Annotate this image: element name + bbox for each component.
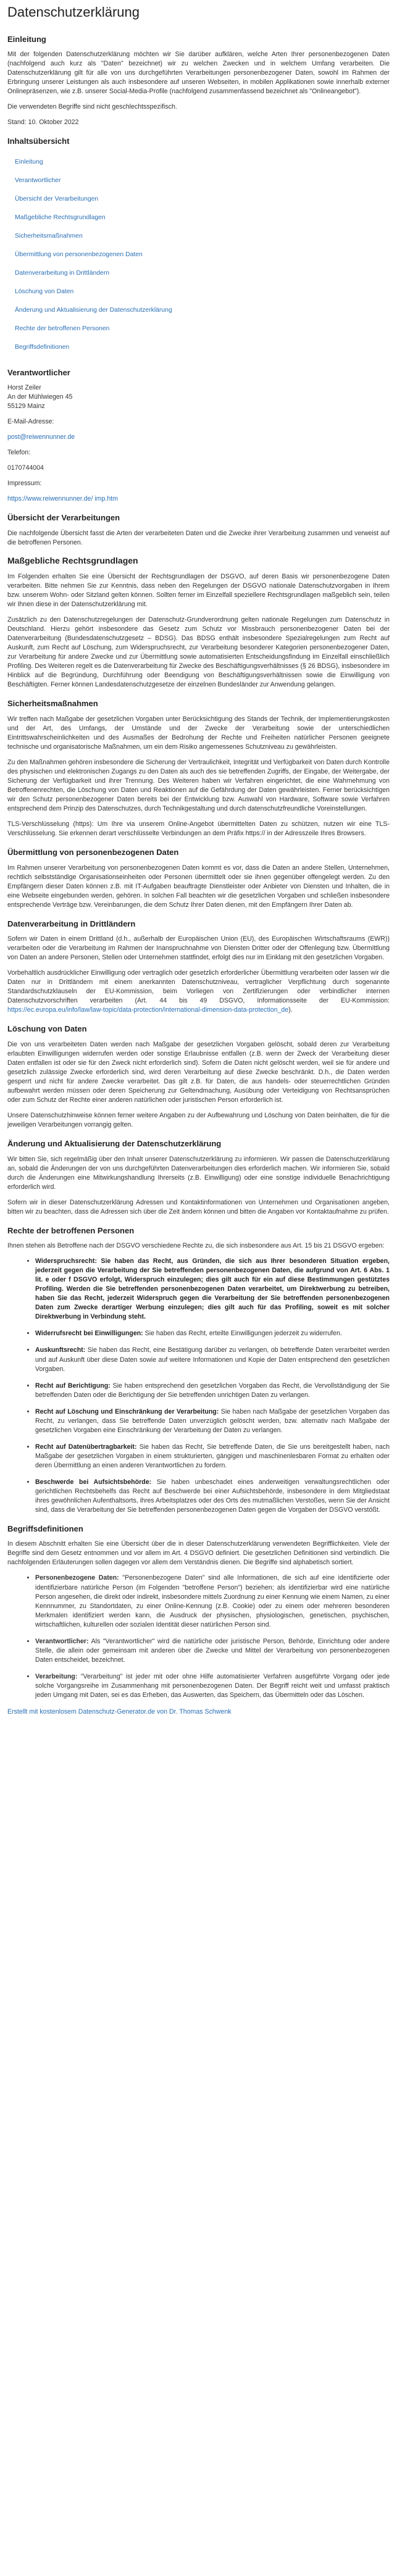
right-label: Recht auf Datenübertragbarkeit:: [35, 1443, 137, 1451]
toc-link-rechte[interactable]: Rechte der betroffenen Personen: [15, 325, 110, 332]
toc-item: [7, 208, 390, 227]
section-heading-security: Sicherheitsmaßnahmen: [7, 699, 98, 709]
third-countries-text: Vorbehaltlich ausdrücklicher Einwilligung oder vertraglich oder gesetzlich erforderlicher Übermittlung verarbeiten oder lassen wir die Daten nur in Drittländern mit einem anerkannten Datenschutzniveau, vertraglicher Verpflichtung durch sogenannte Standardschutzklauseln der EU-Kommission, beim Vorliegen von Zertifizierungen oder verbindlicher internen Datenschutzvorschriften verarbeiten (Art. 44 bis 49 DSGVO, Informationsseite der EU-Kommission:: [7, 969, 390, 1005]
right-text: Sie haben nach Maßgabe der gesetzlichen Vorgaben das Recht, zu verlangen, dass Sie betreffende Daten unverzüglich gelöscht werden, bzw. alternativ nach Maßgabe der gesetzlichen Vorgaben eine Einschränkung der Verarbeitung der Daten zu verlangen.: [35, 1407, 390, 1434]
responsible-street: An der Mühlwiegen 45: [7, 393, 73, 401]
legal-paragraph-2: Zusätzlich zu den Datenschutzregelungen der Datenschutz-Grundverordnung gelten nationale Regelungen zum Datenschutz in Deutschland. Hierzu gehört insbesondere das Gesetz zum Schutz vor Missbrauch personenbezogener Daten bei der Datenverarbeitung (Bundesdatenschutzgesetz – BDSG). Das BDSG enthält insbesondere Spezialregelungen zum Recht auf Auskunft, zum Recht auf Löschung, zum Widerspruchsrecht, zur Verarbeitung besonderer Kategorien personenbezogener Daten, zur Verarbeitung für andere Zwecke und zur Übermittlung sowie automatisierten Entscheidungsfindung im Einzelfall einschließlich Profiling. Des Weiteren regelt es die Datenverarbeitung für Zwecke des Beschäftigungsverhältnisses (§ 26 BDSG), insbesondere im Hinblick auf die Begründung, Durchführung oder Beendigung von Beschäftigungsverhältnissen sowie die Einwilligung von Beschäftigten. Ferner können Landesdatenschutzgesetze der einzelnen Bundesländer zur Anwendung gelangen.: [7, 615, 390, 689]
list-item: [35, 1257, 390, 1322]
toc-item: [7, 245, 390, 264]
section-heading-responsible: Verantwortlicher: [7, 367, 70, 377]
toc-item: [7, 338, 390, 356]
changes-paragraph-1: Wir bitten Sie, sich regelmäßig über den Inhalt unserer Datenschutzerklärung zu informieren. Wir passen die Datenschutzerklärung an, sobald die Änderungen der von uns durchgeführten Datenverarbeitungen dies erforderlich machen. Wir informieren Sie, sobald durch die Änderungen eine Mitwirkungshandlung Ihrerseits (z.B. Einwilligung) oder eine sonstige individuelle Benachrichtigung erforderlich wird.: [7, 1155, 390, 1191]
toc-link-uebersicht[interactable]: Übersicht der Verarbeitungen: [15, 195, 99, 202]
right-label: Widerrufsrecht bei Einwilligungen:: [35, 1330, 143, 1338]
responsible-city: 55129 Mainz: [7, 402, 45, 411]
definitions-list: [7, 1574, 390, 1699]
intro-paragraph: Mit der folgenden Datenschutzerklärung möchten wir Sie darüber aufklären, welche Arten Ihrer personenbezogenen Daten (nachfolgend auch kurz als "Daten" bezeichnet) wir zu welchen Zwecken und in welchem Umfang verarbeiten. Die Datenschutzerklärung gilt für alle von uns durchgeführten Verarbeitungen personenbezogener Daten, sowohl im Rahmen der Erbringung unserer Leistungen als auch insbesondere auf unseren Webseiten, in mobilen Applikationen sowie innerhalb externer Onlinepräsenzen, wie z.B. unserer Social-Media-Profile (nachfolgend zusammenfassend bezeichnet als "Onlineangebot").: [7, 51, 390, 96]
third-countries-text-end: ).: [288, 1006, 293, 1014]
right-text: Sie haben unbeschadet eines anderweitigen verwaltungsrechtlichen oder gerichtlichen Rechtsbehelfs das Recht auf Beschwerde bei einer Aufsichtsbehörde, insbesondere in dem Mitgliedstaat ihres gewöhnlichen Aufenthaltsorts, ihres Arbeitsplatzes oder des Orts des mutmaßlichen Verstoßes, wenn Sie der Ansicht sind, dass die Verarbeitung der Sie betreffenden personenbezogenen Daten gegen die Vorgaben der DSGVO verstößt.: [35, 1478, 390, 1514]
section-heading-intro: Einleitung: [7, 34, 46, 44]
right-label: Recht auf Berichtigung:: [35, 1382, 111, 1390]
toc-item: [7, 282, 390, 301]
toc-item: [7, 301, 390, 319]
right-label: Beschwerde bei Aufsichtsbehörde:: [35, 1478, 152, 1486]
deletion-paragraph-2: Unsere Datenschutzhinweise können ferner weitere Angaben zu der Aufbewahrung und Löschung von Daten beinhalten, die für die jeweiligen Verarbeitungen vorrangig gelten.: [7, 1112, 390, 1129]
section-heading-legal: Maßgebliche Rechtsgrundlagen: [7, 555, 138, 565]
email-link[interactable]: post@reiwennunner.de: [7, 433, 75, 441]
overview-paragraph: Die nachfolgende Übersicht fasst die Arten der verarbeiteten Daten und die Zwecke ihrer Verarbeitung zusammen und verweist auf die betroffenen Personen.: [7, 529, 390, 546]
imprint-link[interactable]: https://www.reiwennunner.de/ imp.htm: [7, 495, 119, 503]
toc-item: [7, 171, 390, 190]
section-heading-overview: Übersicht der Verarbeitungen: [7, 513, 120, 523]
date-stamp: Stand: 10. Oktober 2022: [7, 119, 79, 127]
section-heading-changes: Änderung und Aktualisierung der Datenschutzerklärung: [7, 1139, 222, 1149]
toc-link-drittlaender[interactable]: Datenverarbeitung in Drittländern: [15, 269, 110, 277]
toc-link-verantwortlicher[interactable]: Verantwortlicher: [15, 177, 61, 184]
section-heading-rights: Rechte der betroffenen Personen: [7, 1225, 135, 1235]
definition-label: Personenbezogene Daten:: [35, 1574, 119, 1582]
third-countries-paragraph-2: [7, 969, 390, 1015]
definition-text: Als "Verantwortlicher" wird die natürliche oder juristische Person, Behörde, Einrichtung oder andere Stelle, die allein oder gemeinsam mit anderen über die Zwecke und Mittel der Verarbeitung von personenbezogenen Daten entscheidet, bezeichnet.: [35, 1637, 390, 1664]
rights-intro: Ihnen stehen als Betroffene nach der DSGVO verschiedene Rechte zu, die sich insbesondere aus Art. 15 bis 21 DSGVO ergeben:: [7, 1242, 385, 1250]
phone-number: 0170744004: [7, 464, 44, 472]
toc-item: [7, 190, 390, 208]
section-heading-transfer: Übermittlung von personenbezogenen Daten: [7, 848, 179, 857]
toc-link-sicherheit[interactable]: Sicherheitsmaßnahmen: [15, 232, 83, 240]
responsible-block: [7, 383, 390, 504]
security-paragraph-3: TLS-Verschlüsselung (https): Um Ihre via unserem Online-Angebot übermittelten Daten zu schützen, nutzen wir eine TLS-Verschlüsselung. Sie erkennen derart verschlüsselte Verbindungen an dem Präfix https:// in der Adresszeile Ihres Browsers.: [7, 820, 390, 838]
section-heading-deletion: Löschung von Daten: [7, 1024, 87, 1034]
toc-item: [7, 264, 390, 282]
definition-label: Verarbeitung:: [35, 1672, 78, 1680]
rights-list: [7, 1257, 390, 1515]
toc-item: [7, 227, 390, 245]
security-paragraph-2: Zu den Maßnahmen gehören insbesondere die Sicherung der Vertraulichkeit, Integrität und Verfügbarkeit von Daten durch Kontrolle des physischen und elektronischen Zugangs zu den Daten als auch des sie betreffenden Zugriffs, der Eingabe, der Weitergabe, der Sicherung der Verfügbarkeit und ihrer Trennung. Des Weiteren haben wir Verfahren eingerichtet, die eine Wahrnehmung von Betroffenenrechten, die Löschung von Daten und Reaktionen auf die Gefährdung der Daten gewährleisten. Ferner berücksichtigen wir den Schutz personenbezogener Daten bereits bei der Entwicklung bzw. Auswahl von Hardware, Software sowie Verfahren entsprechend dem Prinzip des Datenschutzes, durch Technikgestaltung und durch datenschutzfreundliche Voreinstellungen.: [7, 758, 390, 812]
list-item: [35, 1443, 390, 1470]
list-item: [35, 1478, 390, 1515]
list-item: [35, 1346, 390, 1373]
eu-commission-link[interactable]: https://ec.europa.eu/info/law/law-topic/data-protection/international-dimension-data-protection_de: [7, 1006, 289, 1014]
right-label: Recht auf Löschung und Einschränkung der Verarbeitung:: [35, 1407, 219, 1415]
definition-label: Verantwortlicher:: [35, 1637, 89, 1645]
toc-item: [7, 319, 390, 338]
definition-text: "Verarbeitung" ist jeder mit oder ohne Hilfe automatisierter Verfahren ausgeführte Vorgang oder jede solche Vorgangsreihe im Zusammenhang mit personenbezogenen Daten. Der Begriff reicht weit und umfasst praktisch jeden Umgang mit Daten, sei es das Erheben, das Auswerten, das Speichern, das Übermitteln oder das Löschen.: [35, 1672, 390, 1699]
section-heading-toc: Inhaltsübersicht: [7, 136, 70, 146]
page-title: Datenschutzerklärung: [7, 4, 140, 20]
section-heading-third-countries: Datenverarbeitung in Drittländern: [7, 919, 136, 928]
intro-note: Die verwendeten Begriffe sind nicht geschlechtsspezifisch.: [7, 103, 177, 111]
email-label: E-Mail-Adresse:: [7, 418, 54, 426]
right-text: Sie haben entsprechend den gesetzlichen Vorgaben das Recht, die Vervollständigung der Sie betreffenden Daten oder die Berichtigung der Sie betreffenden unrichtigen Daten zu verlangen.: [35, 1382, 390, 1399]
changes-paragraph-2: Sofern wir in dieser Datenschutzerklärung Adressen und Kontaktinformationen von Unternehmen und Organisationen angeben, bitten wir zu beachten, dass die Adressen sich über die Zeit ändern können und bitten die Angaben vor Kontaktaufnahme zu prüfen.: [7, 1198, 390, 1215]
list-item: [35, 1574, 390, 1629]
list-item: [35, 1329, 390, 1338]
toc-link-loeschung[interactable]: Löschung von Daten: [15, 288, 74, 295]
right-text: Sie haben das Recht, Sie betreffende Daten, die Sie uns bereitgestellt haben, nach Maßgabe der gesetzlichen Vorgaben in einem strukturierten, gängigen und maschinenlesbaren Format zu erhalten oder deren Übermittlung an einen anderen Verantwortlichen zu fordern.: [35, 1443, 390, 1469]
toc-link-begriffe[interactable]: Begriffsdefinitionen: [15, 343, 70, 351]
deletion-paragraph-1: Die von uns verarbeiteten Daten werden nach Maßgabe der gesetzlichen Vorgaben gelöscht, sobald deren zur Verarbeitung erlaubten Einwilligungen widerrufen werden oder sonstige Erlaubnisse entfallen (z.B. wenn der Zweck der Verarbeitung dieser Daten entfallen ist oder sie für den Zweck nicht erforderlich sind). Sofern die Daten nicht gelöscht werden, weil sie für andere und gesetzlich zulässige Zwecke erforderlich sind, wird deren Verarbeitung auf diese Zwecke beschränkt. D.h., die Daten werden gesperrt und nicht für andere Zwecke verarbeitet. Das gilt z.B. für Daten, die aus handels- oder steuerrechtlichen Gründen aufbewahrt werden müssen oder deren Speicherung zur Geltendmachung, Ausübung oder Verteidigung von Rechtsansprüchen oder zum Schutz der Rechte einer anderen natürlichen oder juristischen Person erforderlich ist.: [7, 1040, 390, 1104]
list-item: [35, 1382, 390, 1400]
third-countries-paragraph-1: Sofern wir Daten in einem Drittland (d.h., außerhalb der Europäischen Union (EU), des Europäischen Wirtschaftsraums (EWR)) verarbeiten oder die Verarbeitung im Rahmen der Inanspruchnahme von Diensten Dritter oder der Offenlegung bzw. Übermittlung von Daten an andere Personen, Stellen oder Unternehmen stattfindet, erfolgt dies nur im Einklang mit den gesetzlichen Vorgaben.: [7, 935, 390, 962]
toc-link-aenderung[interactable]: Änderung und Aktualisierung der Datenschutzerklärung: [15, 306, 172, 314]
imprint-label: Impressum:: [7, 480, 42, 488]
right-text: Sie haben das Recht, eine Bestätigung darüber zu verlangen, ob betreffende Daten verarbeitet werden und auf Auskunft über diese Daten sowie auf weitere Informationen und Kopie der Daten entsprechend den gesetzlichen Vorgaben.: [35, 1346, 390, 1373]
definition-text: "Personenbezogene Daten" sind alle Informationen, die sich auf eine identifizierte oder identifizierbare natürliche Person (im Folgenden "betroffene Person") beziehen; als identifizierbar wird eine natürliche Person angesehen, die direkt oder indirekt, insbesondere mittels Zuordnung zu einer Kennung wie einem Namen, zu einer Kennnummer, zu Standortdaten, zu einer Online-Kennung (z.B. Cookie) oder zu einem oder mehreren besonderen Merkmalen identifiziert werden kann, die Ausdruck der physischen, physiologischen, genetischen, psychischen, wirtschaftlichen, kulturellen oder sozialen Identität dieser natürlichen Person sind.: [35, 1574, 390, 1628]
list-item: [35, 1672, 390, 1700]
list-item: [35, 1637, 390, 1665]
responsible-name: Horst Zeiler: [7, 384, 41, 392]
transfer-paragraph: Im Rahmen unserer Verarbeitung von personenbezogenen Daten kommt es vor, dass die Daten an andere Stellen, Unternehmen, rechtlich selbstständige Organisationseinheiten oder Personen übermittelt oder sie ihnen gegenüber offengelegt werden. Zu den Empfängern dieser Daten können z.B. mit IT-Aufgaben beauftragte Dienstleister oder Anbieter von Diensten und Inhalten, die in eine Webseite eingebunden werden, gehören. In solchen Fall beachten wir die gesetzlichen Vorgaben und schließen insbesondere entsprechende Verträge bzw. Vereinbarungen, die dem Schutz Ihrer Daten dienen, mit den Empfängern Ihrer Daten ab.: [7, 864, 390, 909]
table-of-contents: [7, 152, 390, 356]
list-item: [35, 1407, 390, 1435]
generator-credit-link[interactable]: Erstellt mit kostenlosem Datenschutz-Generator.de von Dr. Thomas Schwenk: [7, 1707, 232, 1715]
toc-link-einleitung[interactable]: Einleitung: [15, 158, 43, 165]
toc-item: [7, 152, 390, 171]
legal-paragraph-1: Im Folgenden erhalten Sie eine Übersicht der Rechtsgrundlagen der DSGVO, auf deren Basis wir personenbezogene Daten verarbeiten. Bitte nehmen Sie zur Kenntnis, dass neben den Regelungen der DSGVO nationale Datenschutzvorgaben in Ihrem bzw. unserem Wohn- oder Sitzland gelten können. Sollten ferner im Einzelfall speziellere Rechtsgrundlagen maßgeblich sein, teilen wir Ihnen diese in der Datenschutzerklärung mit.: [7, 572, 390, 608]
security-paragraph-1: Wir treffen nach Maßgabe der gesetzlichen Vorgaben unter Berücksichtigung des Stands der Technik, der Implementierungskosten und der Art, des Umfangs, der Umstände und der Zwecke der Verarbeitung sowie der unterschiedlichen Eintrittswahrscheinlichkeiten und des Ausmaßes der Bedrohung der Rechte und Freiheiten natürlicher Personen geeignete technische und organisatorische Maßnahmen, um ein dem Risiko angemessenes Schutzniveau zu gewährleisten.: [7, 715, 390, 751]
toc-link-uebermittlung[interactable]: Übermittlung von personenbezogenen Daten: [15, 251, 143, 258]
right-label: Auskunftsrecht:: [35, 1346, 86, 1354]
section-heading-definitions: Begriffsdefinitionen: [7, 1524, 83, 1533]
right-text: Sie haben das Recht, erteilte Einwilligungen jederzeit zu widerrufen.: [143, 1330, 342, 1338]
toc-link-rechtsgrundlagen[interactable]: Maßgebliche Rechtsgrundlagen: [15, 214, 106, 221]
right-label: Widerspruchsrecht: Sie haben das Recht, aus Gründen, die sich aus Ihrer besonderen Situation ergeben, jederzeit gegen die Verarbeitung der Sie betreffenden personenbezogenen Daten, die aufgrund von Art. 6 Abs. 1 lit. e oder f DSGVO erfolgt, Widerspruch einzulegen; dies gilt auch für ein auf diese Bestimmungen gestütztes Profiling. Werden die Sie betreffenden personenbezogenen Daten verarbeitet, um Direktwerbung zu betreiben, haben Sie das Recht, jederzeit Widerspruch gegen die Verarbeitung der Sie betreffenden personenbezogenen Daten zum Zwecke derartiger Werbung einzulegen; dies gilt auch für das Profiling, soweit es mit solcher Direktwerbung in Verbindung steht.: [35, 1257, 390, 1321]
definitions-intro: In diesem Abschnitt erhalten Sie eine Übersicht über die in dieser Datenschutzerklärung verwendeten Begrifflichkeiten. Viele der Begriffe sind dem Gesetz entnommen und vor allem im Art. 4 DSGVO definiert. Die gesetzlichen Definitionen sind verbindlich. Die nachfolgenden Erläuterungen sollen dagegen vor allem dem Verständnis dienen. Die Begriffe sind alphabetisch sortiert.: [7, 1540, 390, 1567]
phone-label: Telefon:: [7, 449, 31, 457]
